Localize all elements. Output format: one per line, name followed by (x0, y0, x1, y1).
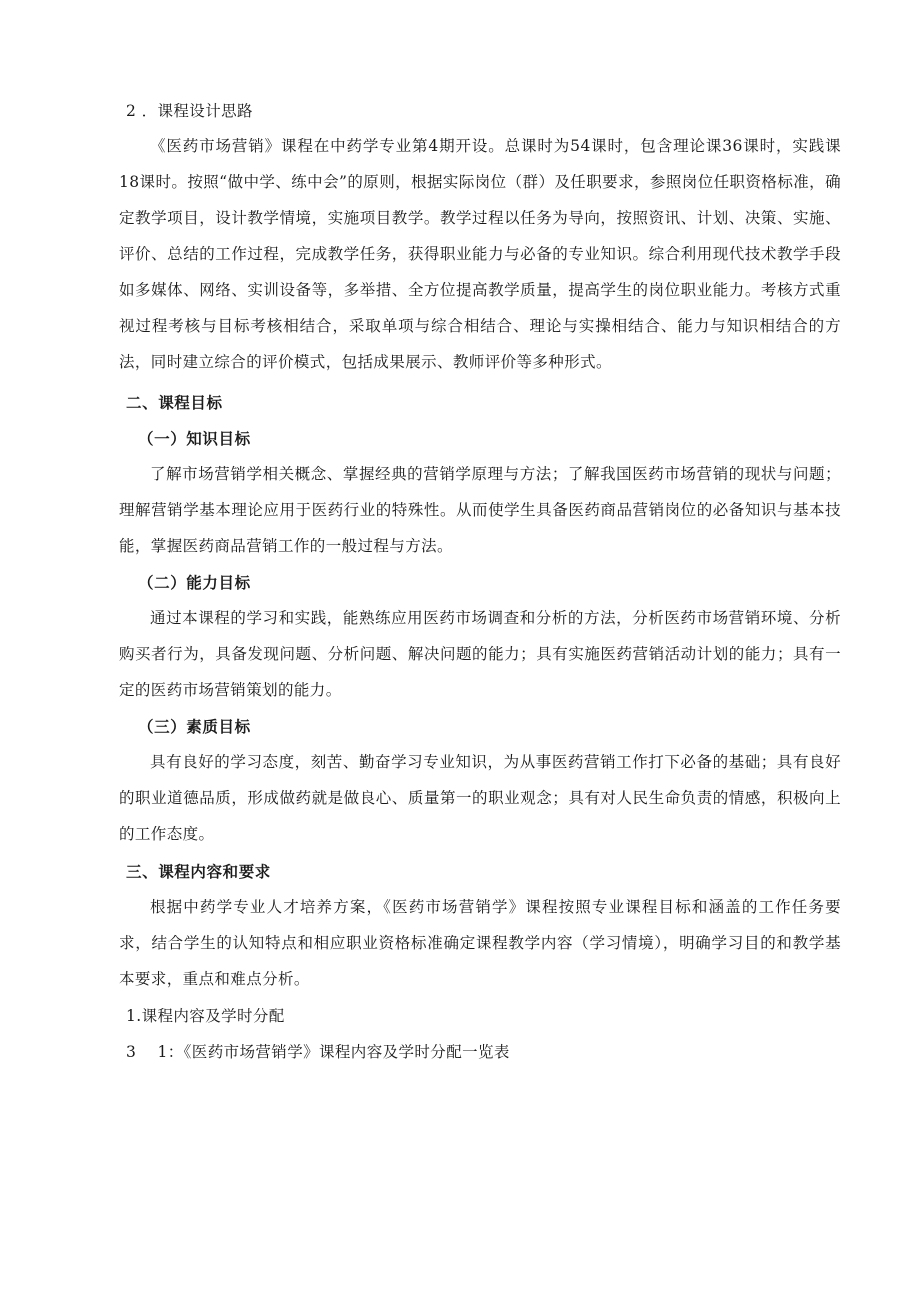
knowledge-goal-heading: （一）知识目标 (138, 430, 251, 448)
table-caption: 3 1：《医药市场营销学》课程内容及学时分配一览表 (126, 1043, 510, 1061)
quality-goal-heading: （三）素质目标 (138, 718, 251, 736)
design-heading: 2 ．课程设计思路 (126, 102, 253, 120)
content-subheading: 1.课程内容及学时分配 (126, 1007, 285, 1025)
design-paragraph: 《医药市场营销》课程在中药学专业第4期开设。总课时为54课时，包含理论课36课时，实践课18课时。按照“做中学、练中会”的原则，根据实际岗位（群）及任职要求，参照岗位任职资格标准，确定教学项目，设计教学情境，实施项目教学。教学过程以任务为导向，按照资讯、计划、决策、实施、评价、总结的工作过程，完成教学任务，获得职业能力与必备的专业知识。综合利用现代技术教学手段如多媒体、网络、实训设备等，多举措、全方位提高教学质量，提高学生的岗位职业能力。考核方式重视过程考核与目标考核相结合，采取单项与综合相结合、理论与实操相结合、能力与知识相结合的方法，同时建立综合的评价模式，包括成果展示、教师评价等多种形式。 (119, 137, 841, 371)
content-heading: 三、课程内容和要求 (126, 863, 271, 881)
quality-goal-paragraph: 具有良好的学习态度，刻苦、勤奋学习专业知识，为从事医药营销工作打下必备的基础；具有良好的职业道德品质，形成做药就是做良心、质量第一的职业观念；具有对人民生命负责的情感，积极向上的工作态度。 (119, 753, 841, 843)
ability-goal-heading: （二）能力目标 (138, 574, 251, 592)
content-paragraph: 根据中药学专业人才培养方案，《医药市场营销学》课程按照专业课程目标和涵盖的工作任务要求，结合学生的认知特点和相应职业资格标准确定课程教学内容（学习情境），明确学习目的和教学基本要求，重点和难点分析。 (119, 898, 841, 988)
ability-goal-paragraph: 通过本课程的学习和实践，能熟练应用医药市场调查和分析的方法，分析医药市场营销环境、分析购买者行为，具备发现问题、分析问题、解决问题的能力；具有实施医药营销活动计划的能力；具有一定的医药市场营销策划的能力。 (119, 609, 841, 699)
goals-heading: 二、课程目标 (126, 394, 223, 412)
knowledge-goal-paragraph: 了解市场营销学相关概念、掌握经典的营销学原理与方法；了解我国医药市场营销的现状与问题；理解营销学基本理论应用于医药行业的特殊性。从而使学生具备医药商品营销岗位的必备知识与基本技能，掌握医药商品营销工作的一般过程与方法。 (119, 465, 841, 555)
